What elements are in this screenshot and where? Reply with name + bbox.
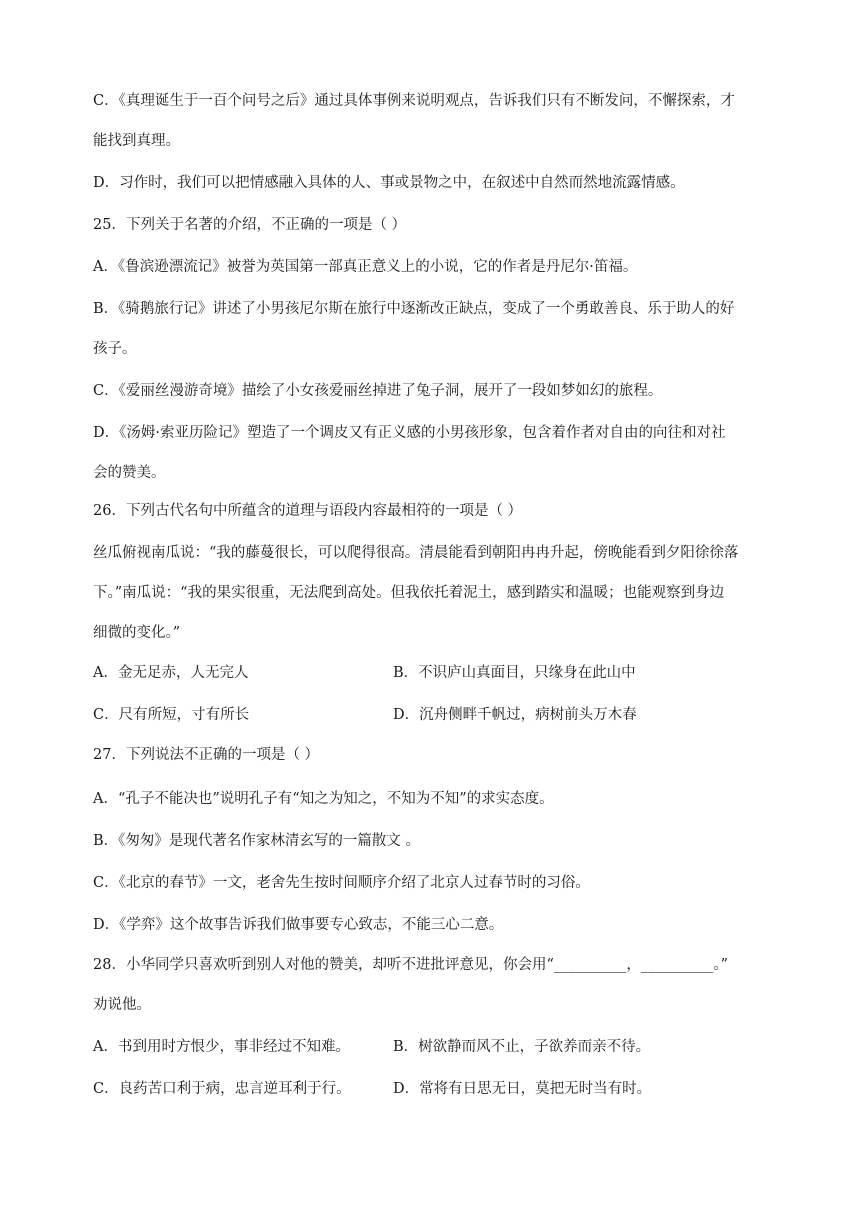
option-a: A．书到用时方恨少，事非经过不知难。 <box>93 1039 350 1055</box>
option-b: B．《匆匆》是现代著名作家林清玄写的一篇散文 。 <box>93 833 421 849</box>
passage-line: 丝瓜俯视南瓜说：“我的藤蔓很长，可以爬得很高。清晨能看到朝阳冉冉升起，傍晚能看到夕阳徐徐落 <box>93 545 739 561</box>
question-27: 27．下列说法不正确的一项是（ ） <box>93 747 320 763</box>
text-line: D．习作时，我们可以把情感融入具体的人、事或景物之中，在叙述中自然而然地流露情感。 <box>93 175 685 191</box>
option-b: B．不识庐山真面目，只缘身在此山中 <box>393 665 636 681</box>
option-b: B．《骑鹅旅行记》讲述了小男孩尼尔斯在旅行中逐渐改正缺点，变成了一个勇敢善良、乐于助人的好 <box>93 301 735 317</box>
option-a: A．金无足赤，人无完人 <box>93 665 249 681</box>
text-line: C．《真理诞生于一百个问号之后》通过具体事例来说明观点，告诉我们只有不断发问，不懈探索，才 <box>93 93 735 109</box>
option-d: D．《学弈》这个故事告诉我们做事要专心致志，不能三心二意。 <box>93 917 504 933</box>
passage-line: 细微的变化。” <box>93 625 181 641</box>
question-28: 28．小华同学只喜欢听到别人对他的赞美，却听不进批评意见，你会用“__________，__________。” <box>93 957 729 973</box>
passage-line: 下。”南瓜说：“我的果实很重，无法爬到高处。但我依托着泥土，感到踏实和温暖；也能观察到身边 <box>93 585 725 601</box>
text-line: 能找到真理。 <box>93 133 180 149</box>
option-d: D．沉舟侧畔千帆过，病树前头万木春 <box>393 707 637 723</box>
option-d: D．《汤姆·索亚历险记》塑造了一个调皮又有正义感的小男孩形象，包含着作者对自由的向往和对社 <box>93 425 726 441</box>
text-line: 劝说他。 <box>93 997 151 1013</box>
option-c: C．尺有所短，寸有所长 <box>93 707 250 723</box>
question-26: 26．下列古代名句中所蕴含的道理与语段内容最相符的一项是（ ） <box>93 503 523 519</box>
question-25: 25．下列关于名著的介绍，不正确的一项是（ ） <box>93 217 407 233</box>
option-a: A．“孔子不能决也”说明孔子有“知之为知之，不知为不知”的求实态度。 <box>93 791 554 807</box>
option-c: C．良药苦口利于病，忠言逆耳利于行。 <box>93 1081 351 1097</box>
option-c: C．《北京的春节》一文，老舍先生按时间顺序介绍了北京人过春节时的习俗。 <box>93 875 590 891</box>
text-line: 会的赞美。 <box>93 465 166 481</box>
option-d: D．常将有日思无日，莫把无时当有时。 <box>393 1081 652 1097</box>
option-b: B．树欲静而风不止，子欲养而亲不待。 <box>393 1039 651 1055</box>
option-c: C．《爱丽丝漫游奇境》描绘了小女孩爱丽丝掉进了兔子洞，展开了一段如梦如幻的旅程。 <box>93 383 663 399</box>
option-a: A．《鲁滨逊漂流记》被誉为英国第一部真正意义上的小说，它的作者是丹尼尔·笛福。 <box>93 259 638 275</box>
text-line: 孩子。 <box>93 341 137 357</box>
